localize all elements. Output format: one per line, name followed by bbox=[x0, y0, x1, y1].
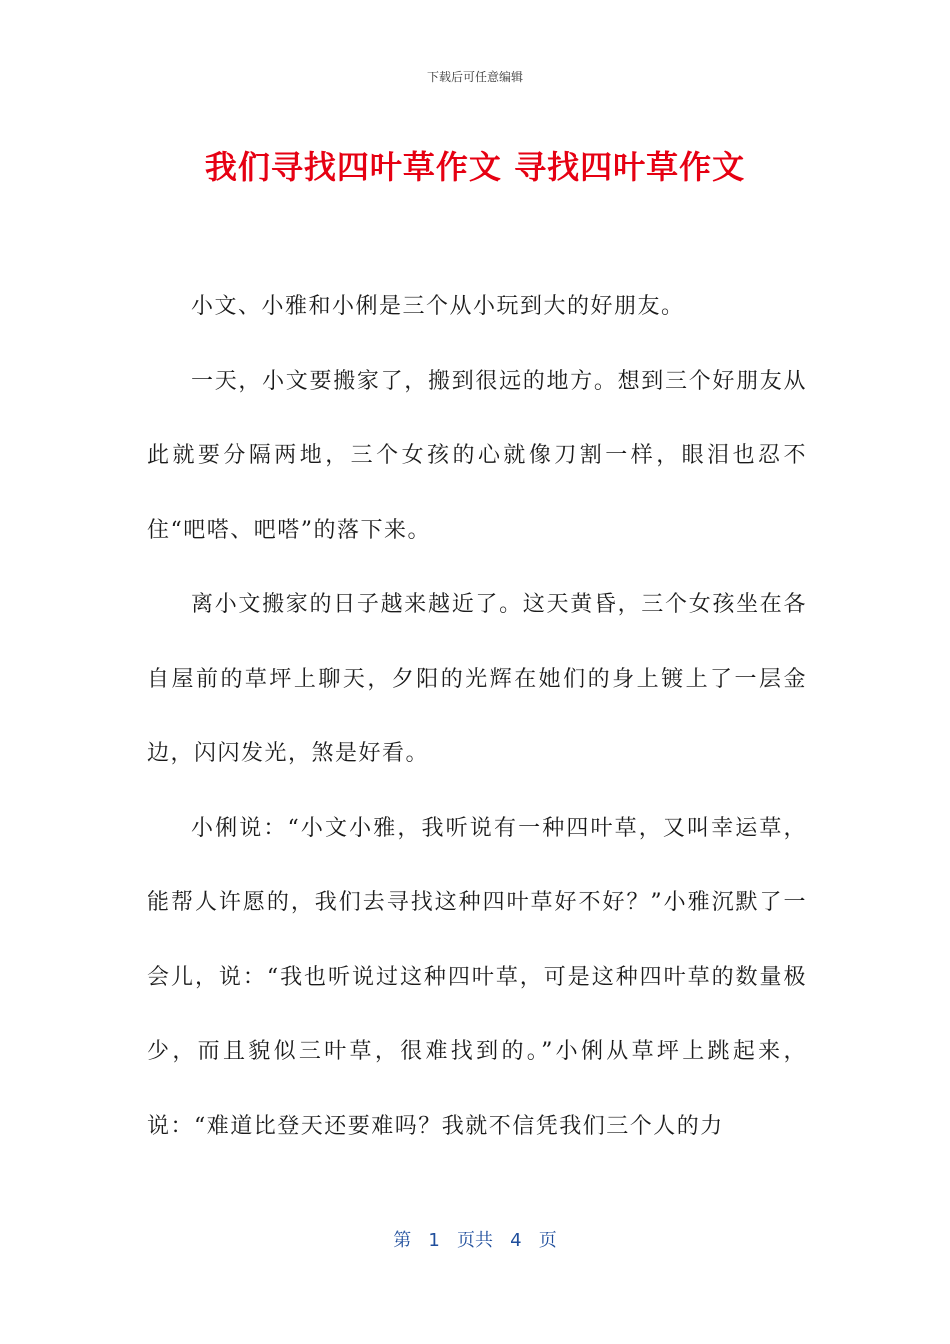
paragraph-2: 一天，小文要搬家了，搬到很远的地方。想到三个好朋友从此就要分隔两地，三个女孩的心就像刀割一样，眼泪也忍不住“吧嗒、吧嗒”的落下来。 bbox=[147, 368, 807, 543]
footer-label-end: 页 bbox=[538, 1230, 557, 1251]
footer-current-page: 1 bbox=[428, 1230, 440, 1251]
header-note: 下载后可任意编辑 bbox=[426, 70, 523, 84]
paragraph-3: 离小文搬家的日子越来越近了。这天黄昏，三个女孩坐在各自屋前的草坪上聊天，夕阳的光辉在她们的身上镀上了一层金边，闪闪发光，煞是好看。 bbox=[147, 592, 807, 766]
footer-total-pages: 4 bbox=[510, 1230, 522, 1251]
paragraph-4: 小俐说：“小文小雅，我听说有一种四叶草，又叫幸运草，能帮人许愿的，我们去寻找这种四叶草好不好？”小雅沉默了一会儿，说：“我也听说过这种四叶草，可是这种四叶草的数量极少，而且貌似三叶草，很难找到的。”小俐从草坪上跳起来，说：“难道比登天还要难吗？我就不信凭我们三个人的力 bbox=[147, 815, 807, 1139]
footer-label-page: 第 bbox=[393, 1230, 412, 1251]
document-title: 我们寻找四叶草作文 寻找四叶草作文 bbox=[204, 148, 746, 186]
document-body bbox=[147, 270, 807, 1164]
footer-label-of: 页共 bbox=[457, 1230, 493, 1251]
paragraph-1: 小文、小雅和小俐是三个从小玩到大的好朋友。 bbox=[191, 294, 685, 319]
page-footer bbox=[0, 1226, 950, 1252]
